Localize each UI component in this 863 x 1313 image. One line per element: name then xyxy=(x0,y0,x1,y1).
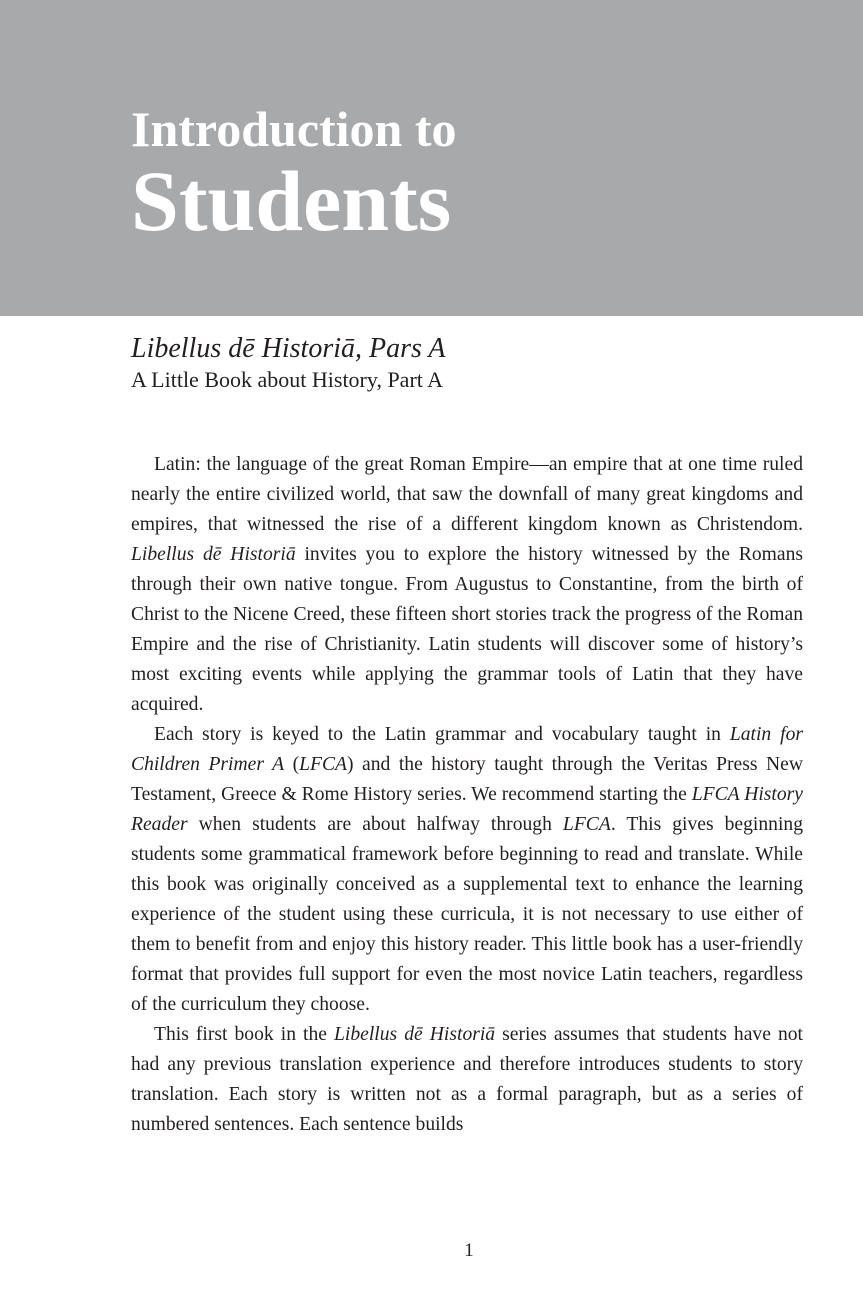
text-run: This first book in the xyxy=(154,1024,335,1045)
page-title-line2: Students xyxy=(131,153,452,249)
text-run: Each story is keyed to the Latin grammar and vocabulary taught in xyxy=(154,724,730,745)
italic-run: LFCA History Reader xyxy=(131,784,803,835)
body-paragraph xyxy=(131,720,803,1020)
italic-run: LFCA xyxy=(562,814,611,835)
subtitle-latin: Libellus dē Historiā, Pars A xyxy=(131,333,446,364)
page-number: 1 xyxy=(464,1240,474,1261)
italic-run: Libellus dē Historiā xyxy=(334,1024,496,1045)
text-run: ( xyxy=(284,754,300,775)
italic-run: LFCA xyxy=(299,754,348,775)
page-title-line1: Introduction to xyxy=(131,101,457,157)
body-paragraph xyxy=(131,1020,803,1140)
text-run: . This gives beginning students some grammatical framework before beginning to read and translate. While this book was originally conceived as a supplemental text to enhance the learning experience of the student using these curricula, it is not necessary to use either of them to benefit from and enjoy this history reader. This little book has a user-friendly format that provides full support for even the most novice Latin teachers, regardless of the curriculum they choose. xyxy=(131,814,803,1015)
text-run: Latin: the language of the great Roman Empire—an empire that at one time ruled nearly the entire civilized world, that saw the downfall of many great kingdoms and empires, that witnessed the rise of a different kingdom known as Christendom. xyxy=(131,454,803,535)
italic-run: Latin for Children Primer A xyxy=(131,724,803,775)
text-run: when students are about halfway through xyxy=(187,814,563,835)
body-text xyxy=(131,450,803,1140)
body-paragraph xyxy=(131,450,803,720)
subtitle-english: A Little Book about History, Part A xyxy=(131,367,444,392)
text-run: invites you to explore the history witnessed by the Romans through their own native tongue. From Augustus to Constantine, from the birth of Christ to the Nicene Creed, these fifteen short stories track the progress of the Roman Empire and the rise of Christianity. Latin students will discover some of history’s most exciting events while applying the grammar tools of Latin that they have acquired. xyxy=(131,544,804,715)
text-run: ) and the history taught through the Veritas Press New Testament, Greece & Rome History series. We recommend starting the xyxy=(131,754,803,805)
italic-run: Libellus dē Historiā xyxy=(131,544,296,565)
header-band xyxy=(0,0,863,316)
text-run: series assumes that students have not had any previous translation experience and therefore introduces students to story translation. Each story is written not as a formal paragraph, but as a series of numbered sentences. Each sentence builds xyxy=(131,1024,803,1135)
